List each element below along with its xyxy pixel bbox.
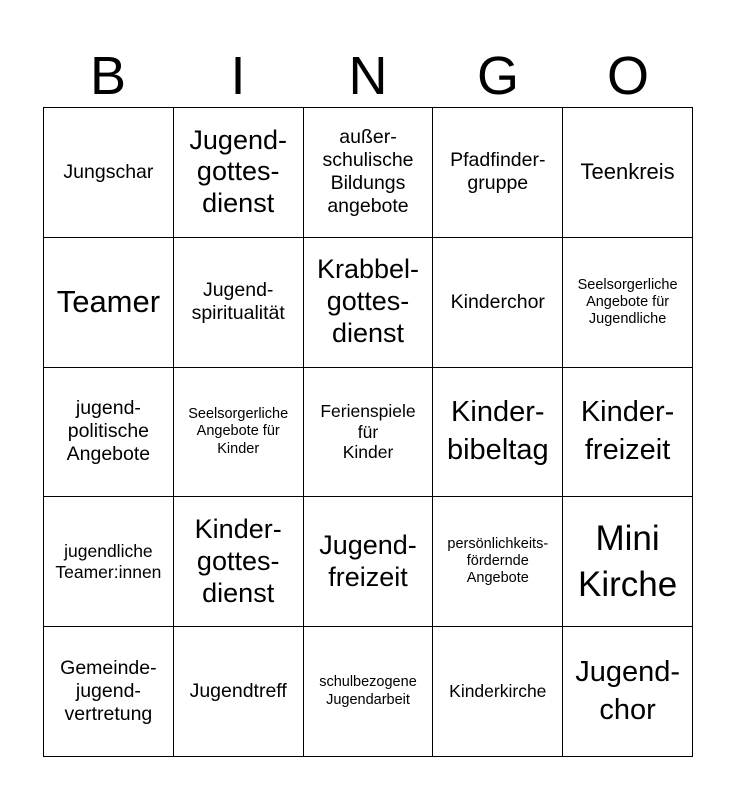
bingo-cell[interactable] <box>174 497 304 627</box>
bingo-cell[interactable] <box>304 108 434 238</box>
cell-text: Jugend- gottes- dienst <box>189 124 287 219</box>
bingo-cell[interactable] <box>304 497 434 627</box>
bingo-cell[interactable] <box>563 627 693 757</box>
cell-text: Kinder- bibeltag <box>446 396 549 466</box>
cell-text: Kinderchor <box>450 290 545 313</box>
header-letter-n: N <box>348 46 388 106</box>
header-letter-b: B <box>89 46 127 106</box>
cell-text: Teamer <box>56 283 161 319</box>
bingo-cell[interactable] <box>304 368 434 498</box>
cell-text: Teenkreis <box>580 159 675 185</box>
bingo-cell[interactable] <box>304 238 434 368</box>
bingo-cell[interactable] <box>433 238 563 368</box>
cell-text: Seelsorgerliche Angebote für Jugendliche <box>577 276 678 327</box>
bingo-cell[interactable] <box>44 497 174 627</box>
bingo-cell[interactable] <box>563 108 693 238</box>
bingo-cell[interactable] <box>433 627 563 757</box>
cell-text: Ferienspiele für Kinder <box>320 401 416 463</box>
header-letter-i: I <box>230 46 246 106</box>
cell-text: Kinderkirche <box>449 681 547 702</box>
bingo-cell[interactable] <box>44 627 174 757</box>
cell-text: Jugend- chor <box>575 655 680 726</box>
cell-text: Jungschar <box>63 160 154 183</box>
cell-text: Jugend- freizeit <box>319 529 417 592</box>
bingo-header <box>43 44 693 108</box>
cell-text: außer- schulische Bildungs angebote <box>322 126 414 218</box>
bingo-cell[interactable] <box>44 368 174 498</box>
cell-text: Mini Kirche <box>577 519 678 604</box>
bingo-cell[interactable] <box>174 238 304 368</box>
bingo-cell[interactable] <box>563 238 693 368</box>
cell-text: Seelsorgerliche Angebote für Kinder <box>188 406 289 457</box>
bingo-cell[interactable] <box>174 108 304 238</box>
bingo-cell[interactable] <box>563 497 693 627</box>
cell-text: Kinder- gottes- dienst <box>194 514 282 608</box>
cell-text: Jugend- spiritualität <box>191 279 285 325</box>
bingo-cell[interactable] <box>433 368 563 498</box>
bingo-cell[interactable] <box>174 368 304 498</box>
bingo-cell[interactable] <box>304 627 434 757</box>
cell-text: Gemeinde- jugend- vertretung <box>60 657 157 726</box>
header-letter-g: G <box>476 46 519 106</box>
bingo-cell[interactable] <box>44 238 174 368</box>
bingo-cell[interactable] <box>433 497 563 627</box>
cell-text: jugend- politische Angebote <box>66 397 151 466</box>
cell-text: Pfadfinder- gruppe <box>450 149 546 195</box>
cell-text: Kinder- freizeit <box>580 396 675 466</box>
bingo-board <box>43 107 693 757</box>
cell-text: schulbezogene Jugendarbeit <box>319 674 417 708</box>
cell-text: Krabbel- gottes- dienst <box>316 254 420 349</box>
cell-text: persönlichkeits- fördernde Angebote <box>447 536 549 587</box>
header-letter-o: O <box>606 46 649 106</box>
bingo-cell[interactable] <box>563 368 693 498</box>
bingo-cell[interactable] <box>44 108 174 238</box>
cell-text: jugendliche Teamer:innen <box>55 541 162 582</box>
bingo-cell[interactable] <box>174 627 304 757</box>
cell-text: Jugendtreff <box>189 680 287 703</box>
bingo-cell[interactable] <box>433 108 563 238</box>
